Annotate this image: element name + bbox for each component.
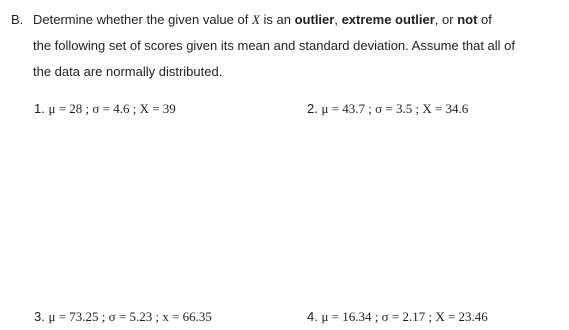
problem-number: 3. <box>34 309 45 324</box>
section-letter: B. <box>11 12 24 27</box>
instructions-text-3: , <box>334 12 342 27</box>
problem-item-4 <box>307 309 488 325</box>
problem-number: 4. <box>307 309 318 324</box>
instructions-text-1: Determine whether the given value of <box>33 12 252 27</box>
instructions-paragraph <box>11 7 559 85</box>
problem-expression: μ = 73.25 ; σ = 5.23 ; x = 66.35 <box>48 309 212 324</box>
term-extreme-outlier: extreme outlier <box>341 12 435 27</box>
instructions-line-2: the following set of scores given its mean and standard deviation. Assume that all of <box>33 38 515 53</box>
problem-item-1 <box>34 101 176 117</box>
instructions-variable-x: X <box>251 12 260 27</box>
problem-item-2 <box>307 101 468 117</box>
problem-item-3 <box>34 309 212 325</box>
problem-expression: μ = 43.7 ; σ = 3.5 ; X = 34.6 <box>321 101 469 116</box>
problem-number: 2. <box>307 101 318 116</box>
instructions-text-5: of <box>477 12 492 27</box>
instructions-line-3: the data are normally distributed. <box>33 64 223 79</box>
problem-expression: μ = 28 ; σ = 4.6 ; X = 39 <box>48 101 176 116</box>
instructions-text-2: is an <box>259 12 295 27</box>
term-outlier: outlier <box>294 12 335 27</box>
problem-number: 1. <box>34 101 45 116</box>
instructions-text-4: , or <box>434 12 458 27</box>
term-not: not <box>457 12 478 27</box>
problem-expression: μ = 16.34 ; σ = 2.17 ; X = 23.46 <box>321 309 488 324</box>
